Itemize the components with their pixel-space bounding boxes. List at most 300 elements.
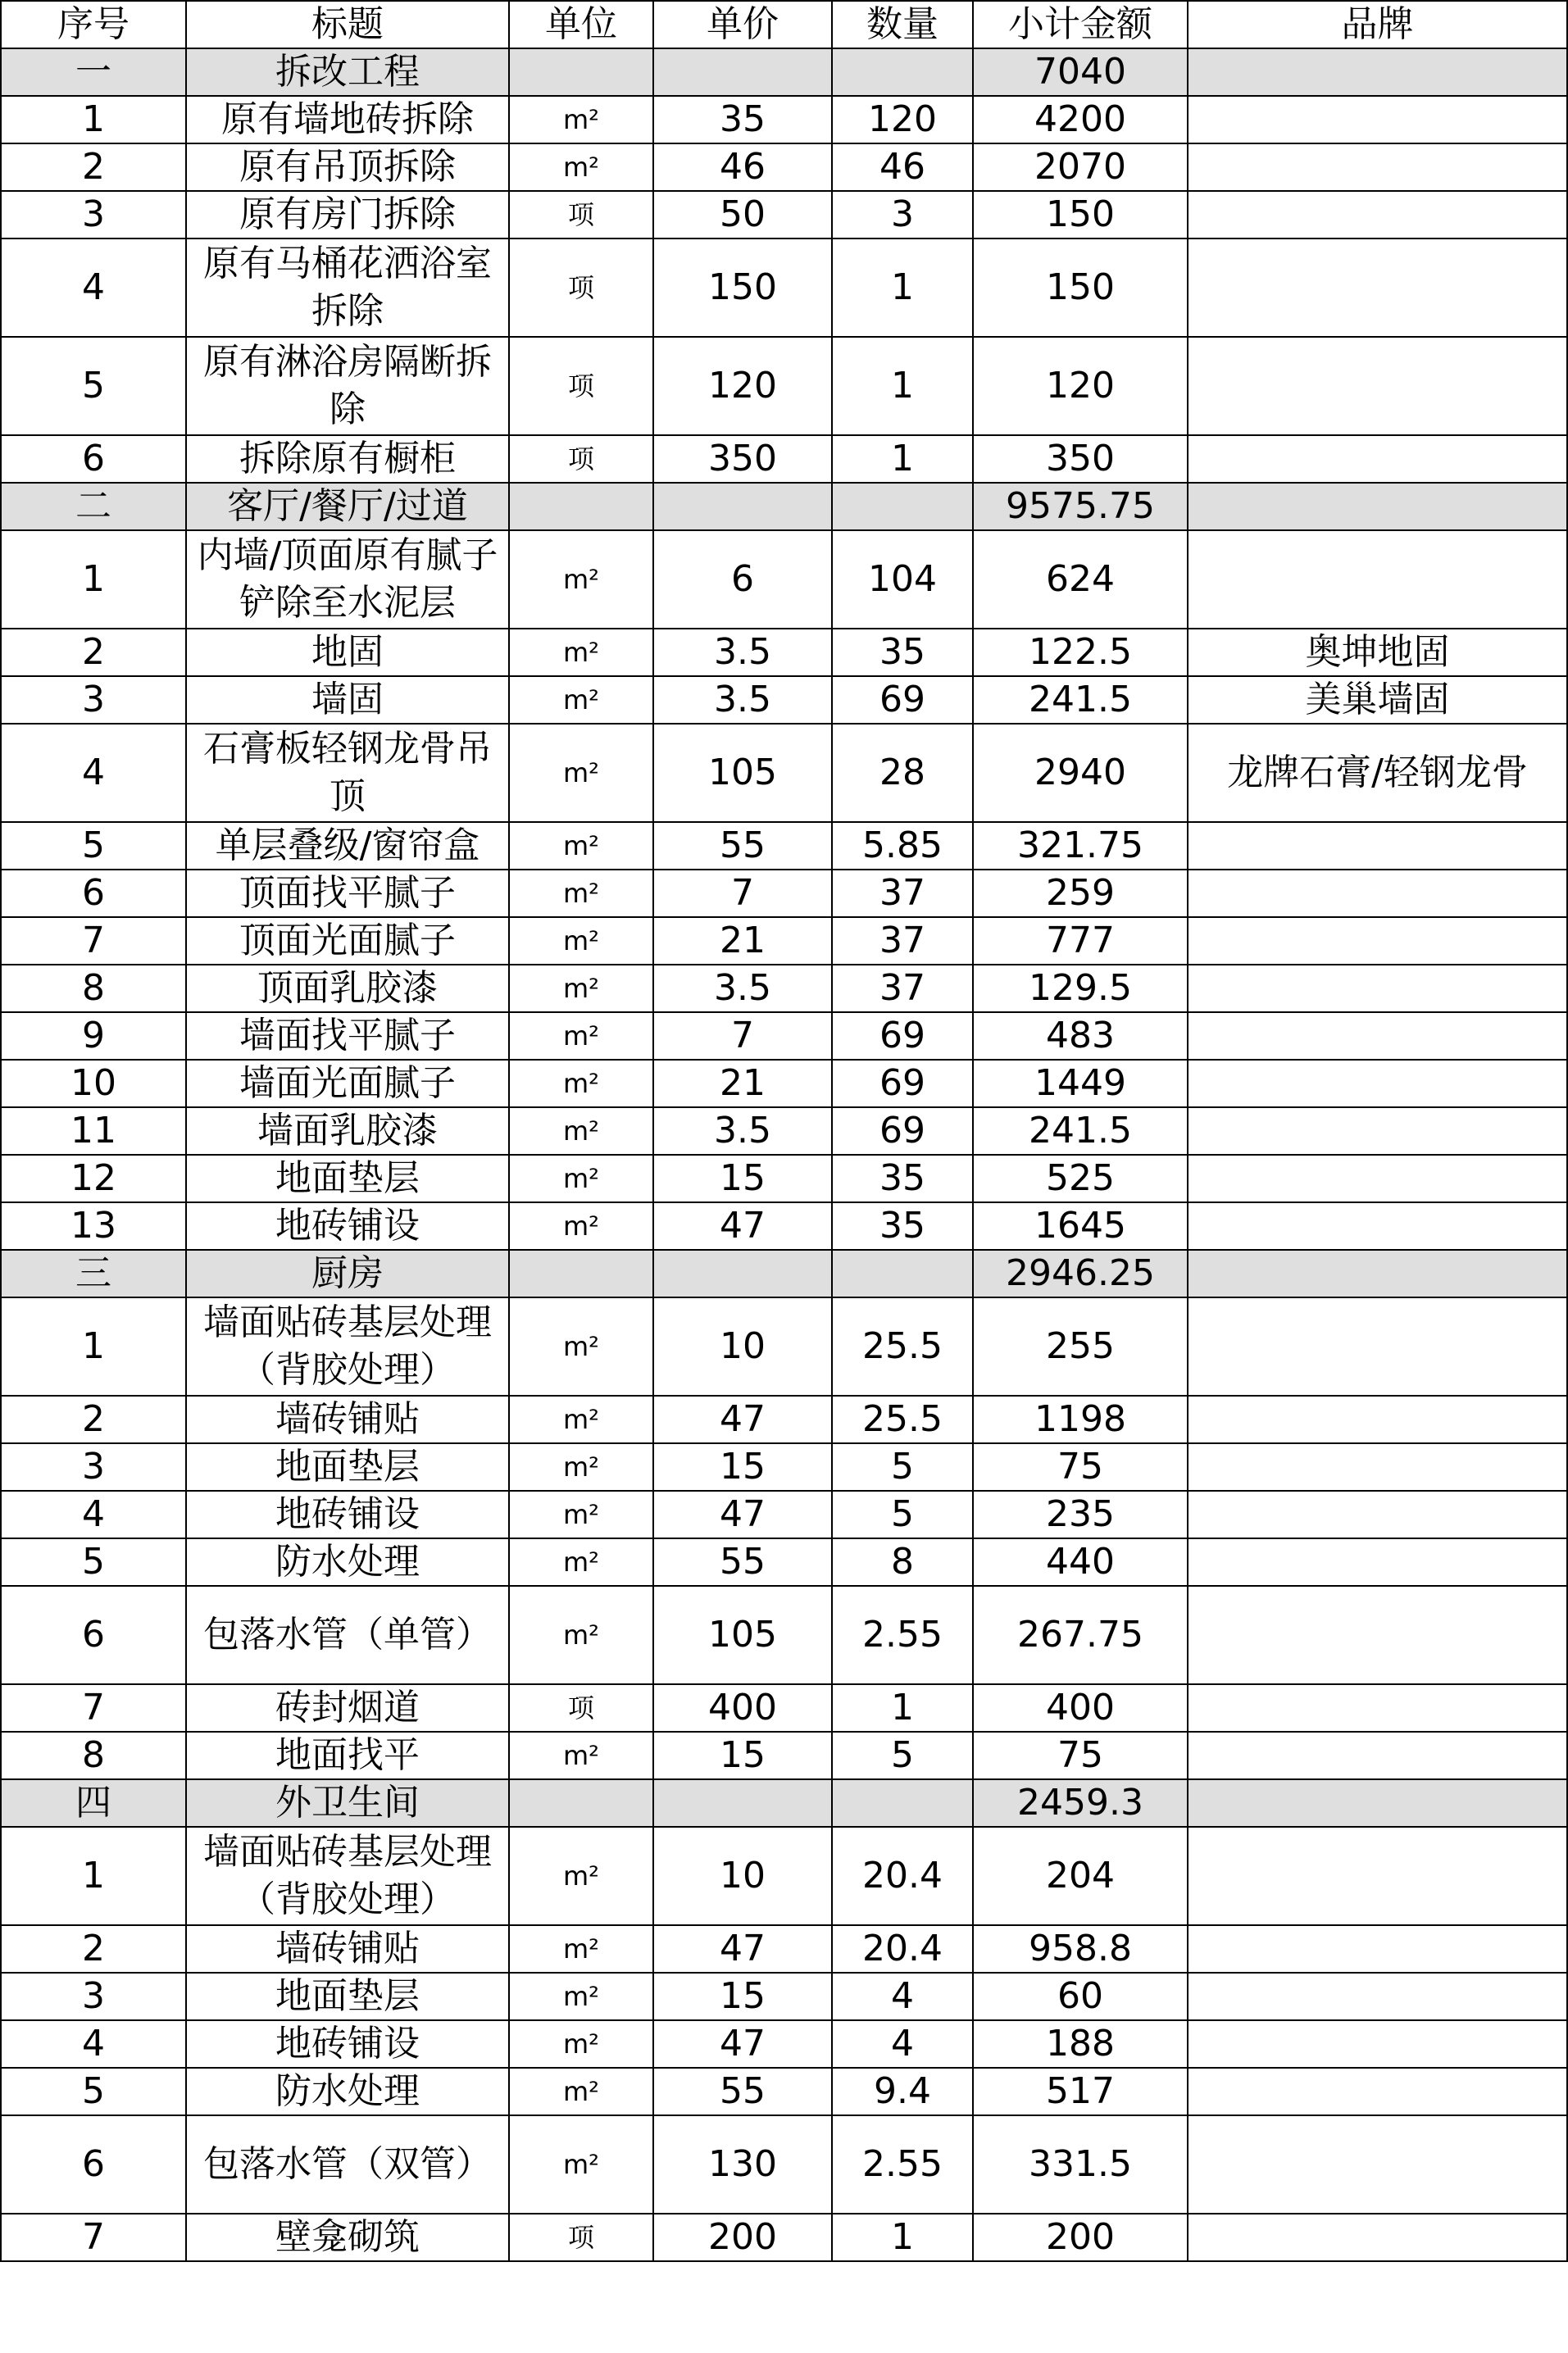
item-qty: 35 [832,629,973,676]
item-title: 地面垫层 [186,1973,509,2020]
item-brand [1188,143,1567,191]
item-amount: 75 [973,1732,1188,1779]
item-price: 50 [653,191,832,238]
item-qty: 69 [832,1012,973,1060]
item-brand [1188,191,1567,238]
item-brand [1188,2214,1567,2261]
header-cell-qty: 数量 [832,1,973,48]
item-price: 47 [653,2020,832,2068]
item-qty: 3 [832,191,973,238]
item-number: 9 [1,1012,186,1060]
item-title: 原有吊顶拆除 [186,143,509,191]
item-unit: m² [509,1732,653,1779]
item-brand [1188,337,1567,435]
item-qty: 5 [832,1491,973,1538]
header-cell-no: 序号 [1,1,186,48]
item-brand [1188,1827,1567,1925]
item-title: 墙面乳胶漆 [186,1107,509,1155]
item-title: 地面垫层 [186,1155,509,1202]
section-title: 拆改工程 [186,48,509,96]
table-row [1,1973,1567,2020]
item-unit: 项 [509,1684,653,1732]
item-qty: 25.5 [832,1396,973,1443]
section-title: 外卫生间 [186,1779,509,1827]
item-brand [1188,96,1567,143]
item-title: 地面垫层 [186,1443,509,1491]
section-number: 四 [1,1779,186,1827]
item-number: 4 [1,724,186,822]
section-unit-cell [509,483,653,530]
item-title: 墙砖铺贴 [186,1396,509,1443]
item-qty: 2.55 [832,2115,973,2214]
table-row [1,2068,1567,2115]
table-row [1,1684,1567,1732]
item-title: 原有淋浴房隔断拆除 [186,337,509,435]
table-row [1,2214,1567,2261]
item-brand [1188,1060,1567,1107]
item-qty: 1 [832,435,973,483]
item-qty: 20.4 [832,1925,973,1973]
item-unit: m² [509,629,653,676]
table-row [1,1012,1567,1060]
item-number: 7 [1,2214,186,2261]
item-price: 400 [653,1684,832,1732]
section-title: 厨房 [186,1250,509,1297]
item-title: 地砖铺设 [186,1202,509,1250]
table-row [1,724,1567,822]
item-title: 墙面光面腻子 [186,1060,509,1107]
table-row [1,238,1567,337]
item-brand [1188,965,1567,1012]
item-amount: 204 [973,1827,1188,1925]
item-brand [1188,1297,1567,1396]
item-number: 2 [1,629,186,676]
item-amount: 241.5 [973,1107,1188,1155]
item-price: 6 [653,530,832,629]
item-title: 地砖铺设 [186,2020,509,2068]
section-qty-cell [832,48,973,96]
header-cell-brand: 品牌 [1188,1,1567,48]
item-unit: m² [509,1297,653,1396]
item-number: 2 [1,1396,186,1443]
item-unit: 项 [509,238,653,337]
item-qty: 9.4 [832,2068,973,2115]
table-row [1,1827,1567,1925]
item-number: 13 [1,1202,186,1250]
header-row [1,1,1567,48]
item-number: 5 [1,337,186,435]
item-price: 7 [653,870,832,917]
item-title: 墙固 [186,676,509,724]
item-title: 砖封烟道 [186,1684,509,1732]
item-qty: 35 [832,1155,973,1202]
item-number: 4 [1,1491,186,1538]
item-price: 15 [653,1155,832,1202]
section-unit-cell [509,1779,653,1827]
item-price: 47 [653,1202,832,1250]
item-unit: m² [509,965,653,1012]
item-number: 2 [1,1925,186,1973]
item-qty: 25.5 [832,1297,973,1396]
item-qty: 1 [832,2214,973,2261]
item-unit: m² [509,1973,653,2020]
item-qty: 8 [832,1538,973,1586]
table-row [1,96,1567,143]
table-row [1,965,1567,1012]
item-title: 拆除原有橱柜 [186,435,509,483]
item-qty: 37 [832,965,973,1012]
item-title: 石膏板轻钢龙骨吊顶 [186,724,509,822]
table-body [1,1,1567,2261]
item-title: 顶面光面腻子 [186,917,509,965]
item-amount: 1645 [973,1202,1188,1250]
item-brand [1188,1155,1567,1202]
item-price: 55 [653,2068,832,2115]
item-number: 6 [1,870,186,917]
item-qty: 69 [832,1060,973,1107]
item-amount: 122.5 [973,629,1188,676]
section-unit-cell [509,48,653,96]
item-qty: 2.55 [832,1586,973,1684]
table-row [1,1538,1567,1586]
item-price: 55 [653,1538,832,1586]
table-row [1,629,1567,676]
item-unit: m² [509,1202,653,1250]
item-amount: 440 [973,1538,1188,1586]
item-title: 顶面乳胶漆 [186,965,509,1012]
section-number: 一 [1,48,186,96]
item-title: 地面找平 [186,1732,509,1779]
section-qty-cell [832,1779,973,1827]
section-brand-cell [1188,483,1567,530]
item-title: 壁龛砌筑 [186,2214,509,2261]
item-price: 47 [653,1396,832,1443]
item-number: 6 [1,1586,186,1684]
item-title: 原有房门拆除 [186,191,509,238]
item-amount: 241.5 [973,676,1188,724]
item-brand: 美巢墙固 [1188,676,1567,724]
item-brand [1188,917,1567,965]
item-number: 3 [1,676,186,724]
item-title: 顶面找平腻子 [186,870,509,917]
item-amount: 350 [973,435,1188,483]
item-price: 21 [653,917,832,965]
item-amount: 235 [973,1491,1188,1538]
table-row [1,1060,1567,1107]
item-amount: 400 [973,1684,1188,1732]
item-unit: m² [509,530,653,629]
table-row [1,1202,1567,1250]
table-row [1,870,1567,917]
item-price: 130 [653,2115,832,2214]
item-number: 3 [1,1973,186,2020]
item-amount: 129.5 [973,965,1188,1012]
item-qty: 5.85 [832,822,973,870]
section-subtotal: 2459.3 [973,1779,1188,1827]
item-price: 150 [653,238,832,337]
item-qty: 4 [832,2020,973,2068]
item-qty: 69 [832,1107,973,1155]
item-brand [1188,1973,1567,2020]
item-unit: m² [509,2020,653,2068]
item-unit: m² [509,1155,653,1202]
item-unit: 项 [509,337,653,435]
item-number: 1 [1,96,186,143]
item-brand [1188,238,1567,337]
table-row [1,191,1567,238]
item-title: 墙面贴砖基层处理（背胶处理） [186,1827,509,1925]
item-number: 4 [1,2020,186,2068]
item-number: 8 [1,965,186,1012]
item-unit: m² [509,1012,653,1060]
item-title: 地砖铺设 [186,1491,509,1538]
table-row [1,1443,1567,1491]
item-amount: 624 [973,530,1188,629]
item-brand [1188,1586,1567,1684]
item-qty: 120 [832,96,973,143]
item-qty: 1 [832,238,973,337]
item-price: 3.5 [653,965,832,1012]
item-unit: m² [509,1827,653,1925]
item-unit: m² [509,1586,653,1684]
section-number: 二 [1,483,186,530]
item-price: 7 [653,1012,832,1060]
item-qty: 37 [832,917,973,965]
item-price: 55 [653,822,832,870]
item-amount: 1198 [973,1396,1188,1443]
item-unit: m² [509,1060,653,1107]
table-row [1,435,1567,483]
item-unit: m² [509,2068,653,2115]
item-brand [1188,1012,1567,1060]
item-unit: m² [509,1443,653,1491]
item-unit: 项 [509,2214,653,2261]
item-brand [1188,1925,1567,1973]
table-row [1,143,1567,191]
item-brand [1188,1443,1567,1491]
item-brand [1188,2020,1567,2068]
item-unit: m² [509,676,653,724]
item-amount: 60 [973,1973,1188,2020]
table-row [1,1586,1567,1684]
item-amount: 321.75 [973,822,1188,870]
item-brand [1188,1396,1567,1443]
item-title: 单层叠级/窗帘盒 [186,822,509,870]
item-amount: 517 [973,2068,1188,2115]
item-amount: 958.8 [973,1925,1188,1973]
item-amount: 120 [973,337,1188,435]
item-brand [1188,1538,1567,1586]
item-number: 6 [1,2115,186,2214]
item-qty: 20.4 [832,1827,973,1925]
item-price: 10 [653,1827,832,1925]
section-row [1,1250,1567,1297]
item-unit: m² [509,724,653,822]
section-qty-cell [832,483,973,530]
item-unit: m² [509,1538,653,1586]
header-cell-price: 单价 [653,1,832,48]
item-price: 15 [653,1973,832,2020]
section-subtotal: 9575.75 [973,483,1188,530]
item-title: 地固 [186,629,509,676]
item-qty: 1 [832,337,973,435]
item-unit: 项 [509,435,653,483]
item-amount: 150 [973,238,1188,337]
item-brand [1188,435,1567,483]
item-price: 47 [653,1925,832,1973]
item-price: 105 [653,724,832,822]
item-number: 5 [1,2068,186,2115]
item-price: 105 [653,1586,832,1684]
item-brand: 龙牌石膏/轻钢龙骨 [1188,724,1567,822]
item-amount: 331.5 [973,2115,1188,2214]
item-number: 7 [1,917,186,965]
section-unit-cell [509,1250,653,1297]
section-price-cell [653,48,832,96]
item-amount: 4200 [973,96,1188,143]
section-row [1,1779,1567,1827]
item-number: 1 [1,1297,186,1396]
item-amount: 200 [973,2214,1188,2261]
table-row [1,1107,1567,1155]
item-brand [1188,1202,1567,1250]
item-title: 防水处理 [186,2068,509,2115]
item-qty: 104 [832,530,973,629]
item-price: 15 [653,1732,832,1779]
item-price: 200 [653,2214,832,2261]
item-qty: 5 [832,1732,973,1779]
item-title: 防水处理 [186,1538,509,1586]
item-amount: 2940 [973,724,1188,822]
item-number: 3 [1,191,186,238]
item-number: 12 [1,1155,186,1202]
item-price: 3.5 [653,1107,832,1155]
item-price: 46 [653,143,832,191]
table-row [1,1396,1567,1443]
item-price: 35 [653,96,832,143]
item-price: 47 [653,1491,832,1538]
item-brand [1188,1732,1567,1779]
item-number: 1 [1,530,186,629]
item-qty: 35 [832,1202,973,1250]
item-amount: 2070 [973,143,1188,191]
item-brand [1188,2068,1567,2115]
item-amount: 267.75 [973,1586,1188,1684]
item-title: 内墙/顶面原有腻子铲除至水泥层 [186,530,509,629]
item-number: 6 [1,435,186,483]
item-unit: m² [509,822,653,870]
item-amount: 188 [973,2020,1188,2068]
section-subtotal: 7040 [973,48,1188,96]
item-qty: 46 [832,143,973,191]
header-cell-unit: 单位 [509,1,653,48]
item-unit: m² [509,1396,653,1443]
item-amount: 259 [973,870,1188,917]
item-title: 墙砖铺贴 [186,1925,509,1973]
item-amount: 75 [973,1443,1188,1491]
section-row [1,483,1567,530]
item-unit: m² [509,2115,653,2214]
item-amount: 483 [973,1012,1188,1060]
item-number: 5 [1,1538,186,1586]
item-number: 4 [1,238,186,337]
table-row [1,2115,1567,2214]
item-brand [1188,1684,1567,1732]
item-title: 原有墙地砖拆除 [186,96,509,143]
section-title: 客厅/餐厅/过道 [186,483,509,530]
item-price: 120 [653,337,832,435]
item-brand [1188,1107,1567,1155]
item-qty: 28 [832,724,973,822]
table-row [1,1491,1567,1538]
item-brand [1188,870,1567,917]
item-price: 3.5 [653,629,832,676]
item-qty: 69 [832,676,973,724]
table-row [1,1925,1567,1973]
section-price-cell [653,1250,832,1297]
header-cell-title: 标题 [186,1,509,48]
item-price: 21 [653,1060,832,1107]
item-amount: 150 [973,191,1188,238]
item-number: 11 [1,1107,186,1155]
table-row [1,676,1567,724]
item-amount: 255 [973,1297,1188,1396]
item-amount: 777 [973,917,1188,965]
item-unit: m² [509,1925,653,1973]
item-unit: 项 [509,191,653,238]
section-subtotal: 2946.25 [973,1250,1188,1297]
section-qty-cell [832,1250,973,1297]
item-brand [1188,822,1567,870]
item-number: 3 [1,1443,186,1491]
table-row [1,917,1567,965]
item-title: 包落水管（双管） [186,2115,509,2214]
table-row [1,2020,1567,2068]
item-title: 原有马桶花洒浴室拆除 [186,238,509,337]
section-number: 三 [1,1250,186,1297]
item-unit: m² [509,870,653,917]
item-qty: 37 [832,870,973,917]
item-price: 10 [653,1297,832,1396]
item-unit: m² [509,917,653,965]
table-row [1,1155,1567,1202]
item-price: 350 [653,435,832,483]
item-title: 墙面找平腻子 [186,1012,509,1060]
section-brand-cell [1188,1779,1567,1827]
item-unit: m² [509,1107,653,1155]
table-row [1,1732,1567,1779]
item-title: 墙面贴砖基层处理（背胶处理） [186,1297,509,1396]
item-unit: m² [509,143,653,191]
table-row [1,822,1567,870]
table-row [1,1297,1567,1396]
section-brand-cell [1188,1250,1567,1297]
item-brand [1188,2115,1567,2214]
item-price: 15 [653,1443,832,1491]
table-row [1,530,1567,629]
item-qty: 1 [832,1684,973,1732]
item-brand [1188,1491,1567,1538]
item-number: 2 [1,143,186,191]
item-number: 1 [1,1827,186,1925]
item-number: 5 [1,822,186,870]
item-number: 10 [1,1060,186,1107]
item-amount: 525 [973,1155,1188,1202]
section-brand-cell [1188,48,1567,96]
item-amount: 1449 [973,1060,1188,1107]
item-qty: 4 [832,1973,973,2020]
item-unit: m² [509,1491,653,1538]
